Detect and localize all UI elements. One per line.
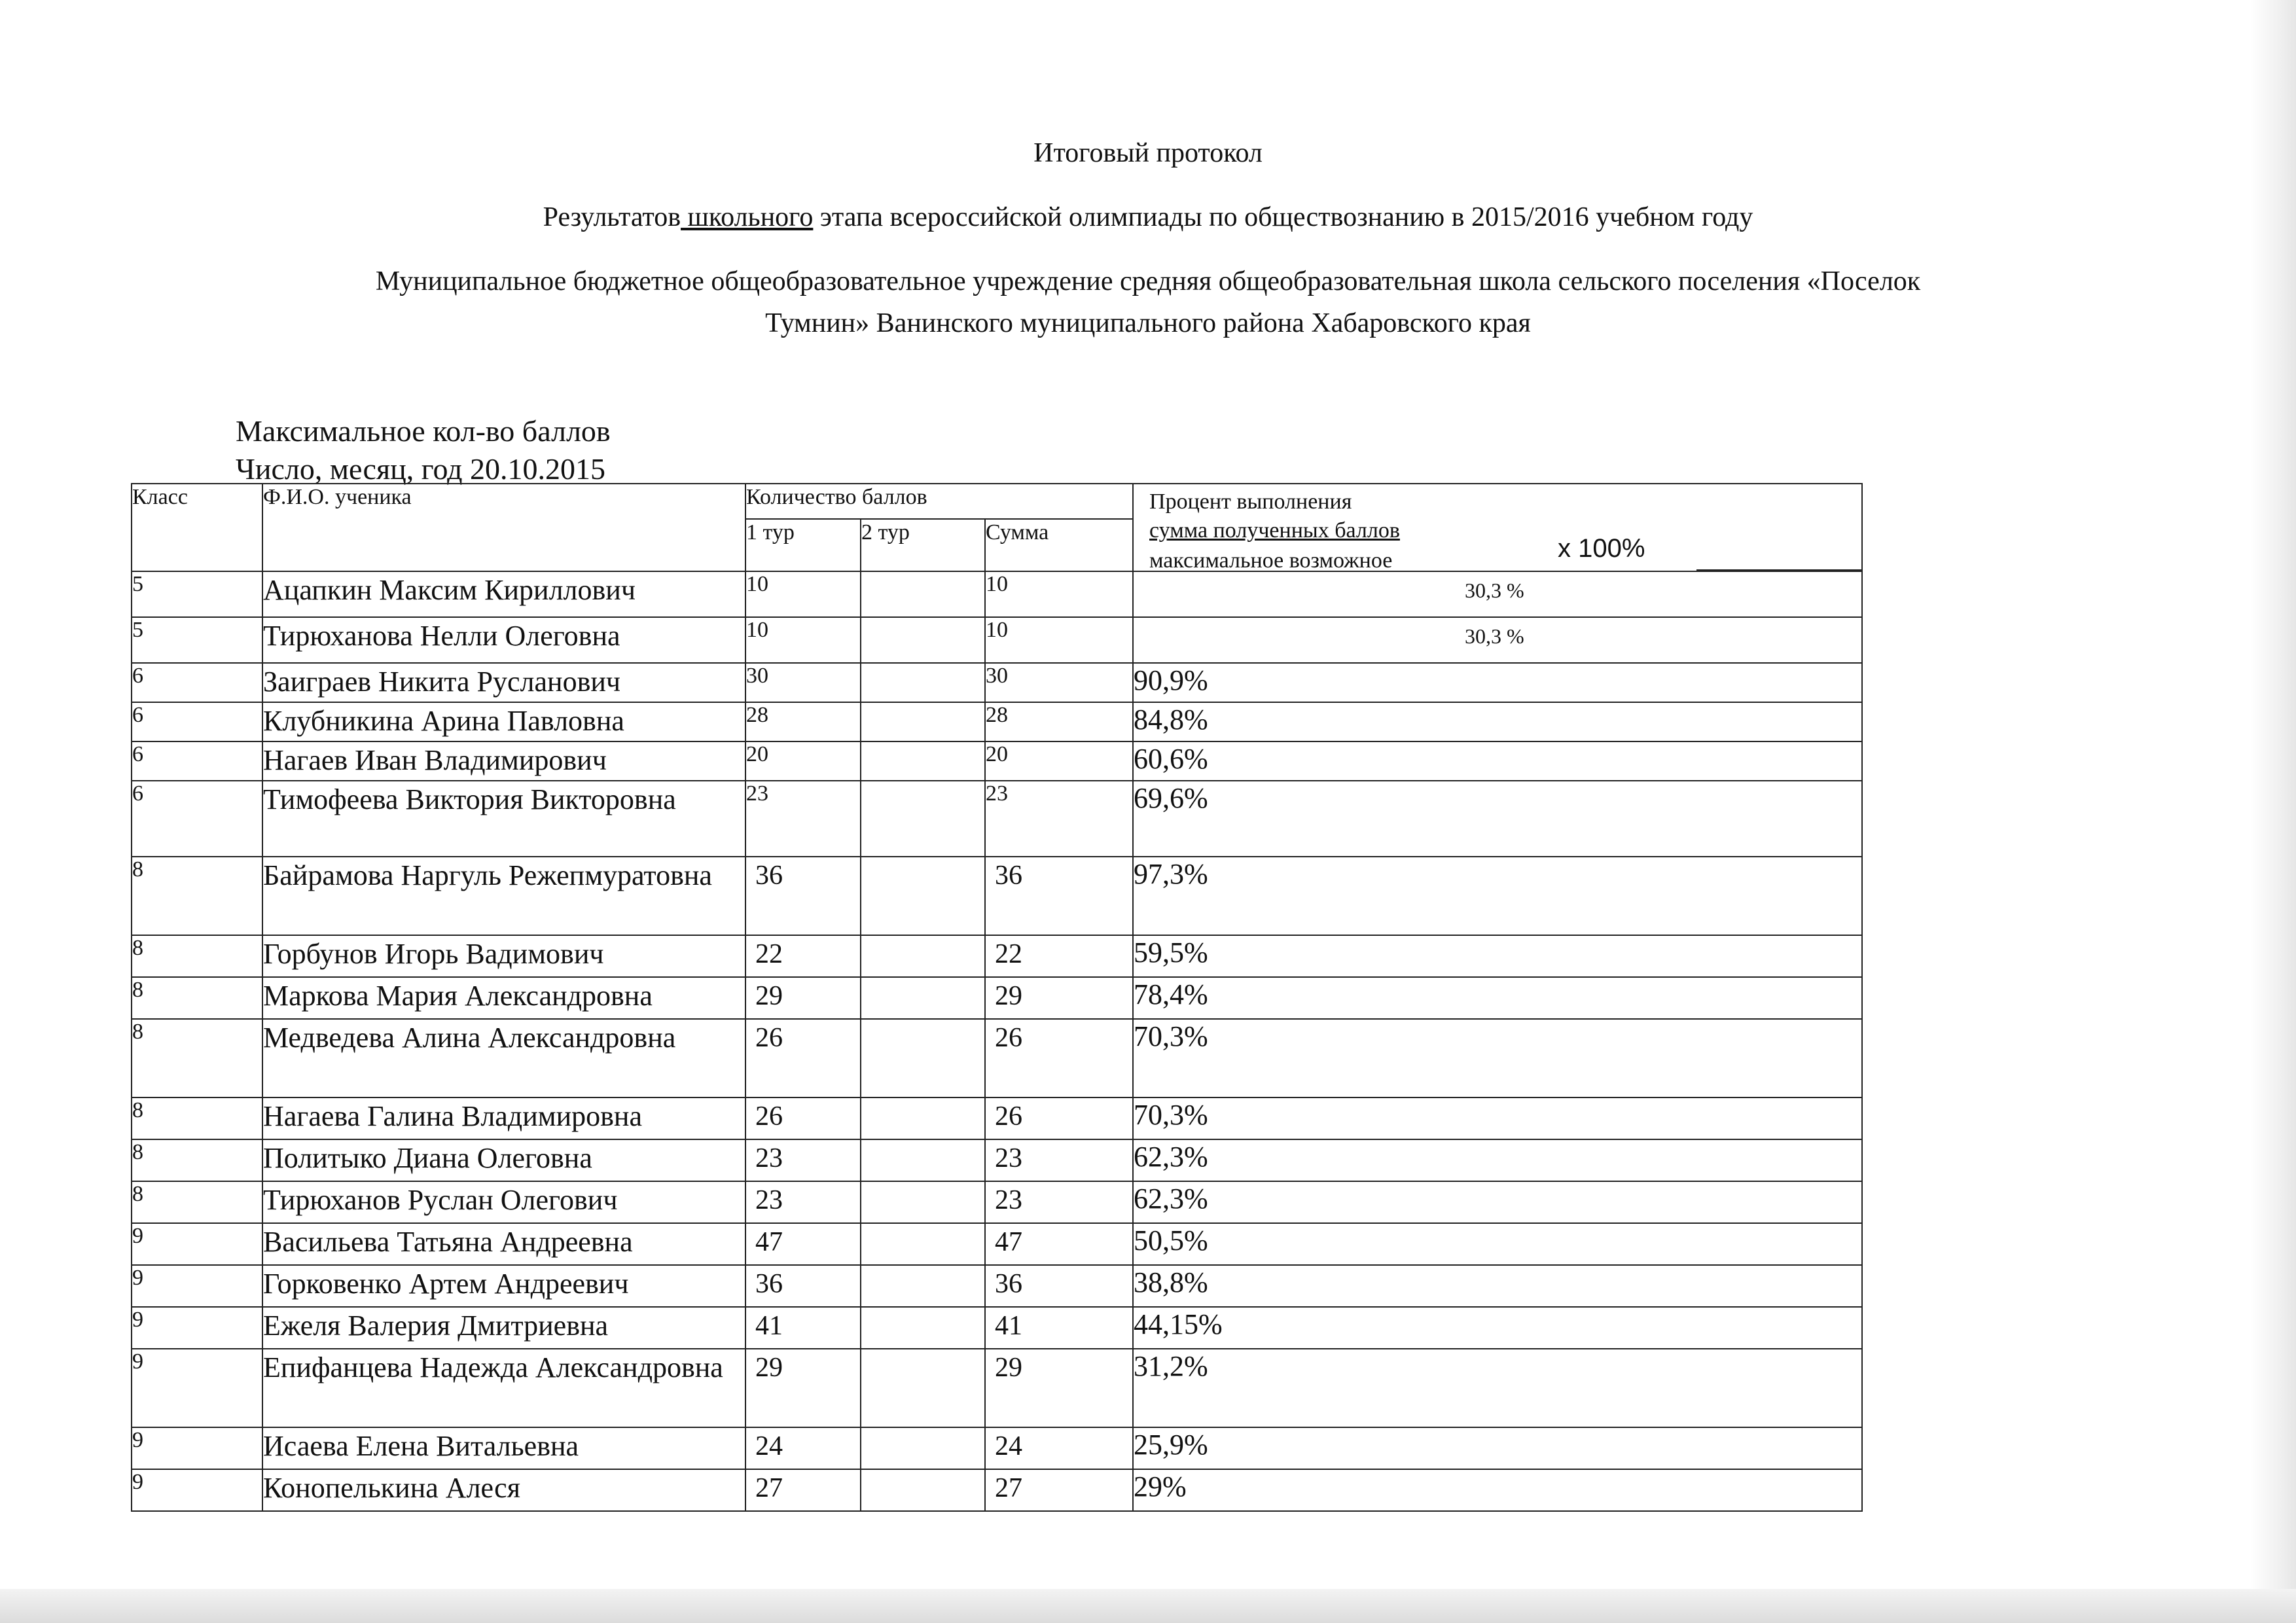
table-row: [132, 1139, 1862, 1181]
tour1-score-cell: 29: [745, 977, 861, 1019]
student-name-cell: Ежеля Валерия Дмитриевна: [262, 1307, 745, 1349]
tour1-score-cell: 23: [745, 1181, 861, 1223]
sum-score-cell: 36: [985, 857, 1133, 935]
table-row: [132, 1469, 1862, 1511]
tour2-score-cell: [861, 1223, 985, 1265]
sum-score-cell: 26: [985, 1097, 1133, 1139]
table-row: [132, 702, 1862, 741]
percent-cell: 30,3 %: [1133, 571, 1862, 617]
sum-score-cell: 27: [985, 1469, 1133, 1511]
header-tour2: 2 тур: [861, 519, 985, 571]
percent-cell: 78,4%: [1133, 977, 1862, 1019]
sum-score-cell: 47: [985, 1223, 1133, 1265]
tour2-score-cell: [861, 857, 985, 935]
sum-score-cell: 24: [985, 1427, 1133, 1469]
percent-cell: 62,3%: [1133, 1139, 1862, 1181]
sum-score-cell: 28: [985, 702, 1133, 741]
class-cell: 9: [132, 1349, 262, 1427]
table-row: [132, 857, 1862, 935]
table-row: [132, 1019, 1862, 1097]
class-cell: 8: [132, 1181, 262, 1223]
student-name-cell: Байрамова Наргуль Режепмуратовна: [262, 857, 745, 935]
table-row: [132, 781, 1862, 857]
percent-cell: 69,6%: [1133, 781, 1862, 857]
percent-cell: 84,8%: [1133, 702, 1862, 741]
tour2-score-cell: [861, 663, 985, 702]
percent-cell: 30,3 %: [1133, 617, 1862, 663]
tour1-score-cell: 36: [745, 1265, 861, 1307]
table-row: [132, 1097, 1862, 1139]
tour1-score-cell: 41: [745, 1307, 861, 1349]
student-name-cell: Исаева Елена Витальевна: [262, 1427, 745, 1469]
class-cell: 5: [132, 617, 262, 663]
scan-edge-bottom: [0, 1589, 2296, 1623]
subtitle-prefix: Результатов: [543, 202, 681, 232]
student-name-cell: Маркова Мария Александровна: [262, 977, 745, 1019]
class-cell: 9: [132, 1427, 262, 1469]
tour1-score-cell: 10: [745, 571, 861, 617]
organization-line-2: Тумнин» Ванинского муниципального района Хабаровского края: [765, 308, 1531, 338]
document-title: Итоговый протокол: [1033, 138, 1263, 168]
table-row: [132, 1307, 1862, 1349]
percent-cell: 97,3%: [1133, 857, 1862, 935]
class-cell: 9: [132, 1265, 262, 1307]
header-sum: Сумма: [985, 519, 1133, 571]
tour2-score-cell: [861, 741, 985, 781]
class-cell: 6: [132, 781, 262, 857]
tour1-score-cell: 26: [745, 1019, 861, 1097]
class-cell: 5: [132, 571, 262, 617]
table-row: [132, 663, 1862, 702]
student-name-cell: Васильева Татьяна Андреевна: [262, 1223, 745, 1265]
header-percent-title: Процент выполнения: [1149, 490, 1352, 514]
header-percent: [1133, 484, 1862, 571]
subtitle-suffix: этапа всероссийской олимпиады по обществознанию в 2015/2016 учебном году: [813, 202, 1753, 232]
header-percent-numerator: сумма полученных баллов: [1149, 518, 1400, 543]
header-name: Ф.И.О. ученика: [262, 484, 745, 571]
sum-score-cell: 20: [985, 741, 1133, 781]
tour1-score-cell: 29: [745, 1349, 861, 1427]
table-row: [132, 1181, 1862, 1223]
tour1-score-cell: 23: [745, 781, 861, 857]
header-class: Класс: [132, 484, 262, 571]
tour1-score-cell: 27: [745, 1469, 861, 1511]
percent-cell: 50,5%: [1133, 1223, 1862, 1265]
percent-cell: 29%: [1133, 1469, 1862, 1511]
class-cell: 9: [132, 1307, 262, 1349]
sum-score-cell: 23: [985, 1181, 1133, 1223]
tour2-score-cell: [861, 617, 985, 663]
tour2-score-cell: [861, 1139, 985, 1181]
sum-score-cell: 30: [985, 663, 1133, 702]
tour1-score-cell: 23: [745, 1139, 861, 1181]
student-name-cell: Нагаева Галина Владимировна: [262, 1097, 745, 1139]
tour2-score-cell: [861, 1469, 985, 1511]
class-cell: 8: [132, 977, 262, 1019]
header-points: Количество баллов: [745, 484, 1133, 519]
student-name-cell: Ацапкин Максим Кириллович: [262, 571, 745, 617]
sum-score-cell: 26: [985, 1019, 1133, 1097]
tour2-score-cell: [861, 781, 985, 857]
sum-score-cell: 29: [985, 1349, 1133, 1427]
tour2-score-cell: [861, 1019, 985, 1097]
tour1-score-cell: 20: [745, 741, 861, 781]
percent-cell: 90,9%: [1133, 663, 1862, 702]
table-row: [132, 935, 1862, 977]
student-name-cell: Тимофеева Виктория Викторовна: [262, 781, 745, 857]
percent-cell: 38,8%: [1133, 1265, 1862, 1307]
percent-cell: 44,15%: [1133, 1307, 1862, 1349]
class-cell: 8: [132, 935, 262, 977]
tour2-score-cell: [861, 702, 985, 741]
percent-cell: 60,6%: [1133, 741, 1862, 781]
max-score-label: Максимальное кол-во баллов: [236, 414, 611, 448]
tour2-score-cell: [861, 571, 985, 617]
tour2-score-cell: [861, 1427, 985, 1469]
student-name-cell: Тирюханова Нелли Олеговна: [262, 617, 745, 663]
header-percent-multiplier: x 100%: [1558, 534, 1645, 563]
tour1-score-cell: 30: [745, 663, 861, 702]
table-row: [132, 1223, 1862, 1265]
tour1-score-cell: 36: [745, 857, 861, 935]
class-cell: 8: [132, 1019, 262, 1097]
tour2-score-cell: [861, 977, 985, 1019]
class-cell: 9: [132, 1469, 262, 1511]
table-row: [132, 1427, 1862, 1469]
table-row: [132, 1349, 1862, 1427]
tour1-score-cell: 22: [745, 935, 861, 977]
student-name-cell: Тирюханов Руслан Олегович: [262, 1181, 745, 1223]
results-table: [131, 483, 1863, 1512]
student-name-cell: Конопелькина Алеся: [262, 1469, 745, 1511]
student-name-cell: Клубникина Арина Павловна: [262, 702, 745, 741]
sum-score-cell: 23: [985, 781, 1133, 857]
class-cell: 8: [132, 1097, 262, 1139]
sum-score-cell: 22: [985, 935, 1133, 977]
header-percent-denominator: максимальное возможное: [1149, 548, 1393, 573]
tour1-score-cell: 47: [745, 1223, 861, 1265]
percent-cell: 70,3%: [1133, 1019, 1862, 1097]
results-rows: [132, 571, 1862, 1511]
table-row: [132, 571, 1862, 617]
student-name-cell: Епифанцева Надежда Александровна: [262, 1349, 745, 1427]
tour1-score-cell: 26: [745, 1097, 861, 1139]
date-label: Число, месяц, год 20.10.2015: [236, 452, 606, 486]
table-row: [132, 617, 1862, 663]
tour2-score-cell: [861, 1265, 985, 1307]
student-name-cell: Нагаев Иван Владимирович: [262, 741, 745, 781]
student-name-cell: Горбунов Игорь Вадимович: [262, 935, 745, 977]
class-cell: 6: [132, 741, 262, 781]
percent-cell: 31,2%: [1133, 1349, 1862, 1427]
sum-score-cell: 23: [985, 1139, 1133, 1181]
sum-score-cell: 29: [985, 977, 1133, 1019]
class-cell: 6: [132, 702, 262, 741]
organization-line-1: Муниципальное бюджетное общеобразовательное учреждение средняя общеобразовательная школа сельского поселения «Поселок: [375, 266, 1921, 296]
scan-edge-right: [2250, 0, 2296, 1623]
percent-cell: 25,9%: [1133, 1427, 1862, 1469]
table-row: [132, 741, 1862, 781]
tour2-score-cell: [861, 1181, 985, 1223]
tour2-score-cell: [861, 1097, 985, 1139]
sum-score-cell: 10: [985, 617, 1133, 663]
sum-score-cell: 41: [985, 1307, 1133, 1349]
student-name-cell: Политыко Диана Олеговна: [262, 1139, 745, 1181]
class-cell: 6: [132, 663, 262, 702]
percent-cell: 59,5%: [1133, 935, 1862, 977]
header-percent-rule: [1696, 569, 1861, 571]
class-cell: 8: [132, 1139, 262, 1181]
tour1-score-cell: 10: [745, 617, 861, 663]
class-cell: 9: [132, 1223, 262, 1265]
table-row: [132, 977, 1862, 1019]
sum-score-cell: 36: [985, 1265, 1133, 1307]
table-row: [132, 1265, 1862, 1307]
sum-score-cell: 10: [985, 571, 1133, 617]
tour2-score-cell: [861, 1349, 985, 1427]
student-name-cell: Заиграев Никита Русланович: [262, 663, 745, 702]
document-subtitle: [0, 200, 2296, 234]
percent-cell: 62,3%: [1133, 1181, 1862, 1223]
class-cell: 8: [132, 857, 262, 935]
subtitle-stage: школьного: [681, 202, 814, 232]
tour1-score-cell: 28: [745, 702, 861, 741]
student-name-cell: Медведева Алина Александровна: [262, 1019, 745, 1097]
tour2-score-cell: [861, 935, 985, 977]
tour1-score-cell: 24: [745, 1427, 861, 1469]
header-tour1: 1 тур: [745, 519, 861, 571]
percent-cell: 70,3%: [1133, 1097, 1862, 1139]
tour2-score-cell: [861, 1307, 985, 1349]
student-name-cell: Горковенко Артем Андреевич: [262, 1265, 745, 1307]
